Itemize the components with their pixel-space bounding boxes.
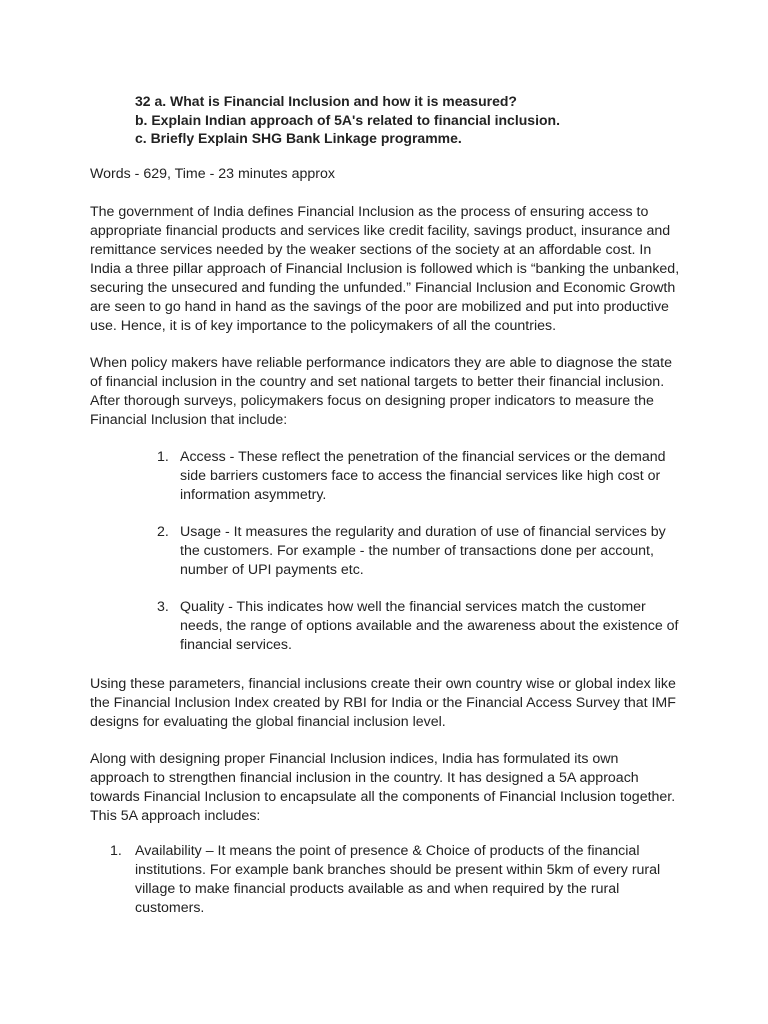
list-number: 3.	[157, 599, 169, 615]
list-item	[157, 448, 680, 505]
list-text: Quality - This indicates how well the financial services match the customer needs, the range of options available and the awareness about the existence of financial services.	[180, 599, 679, 653]
word-count-meta: Words - 629, Time - 23 minutes approx	[90, 166, 335, 182]
list-item	[157, 523, 680, 580]
paragraph-indicators-intro: When policy makers have reliable performance indicators they are able to diagnose the state of financial inclusion in the country and set national targets to better their financial inclusion. After thorough surveys, policymakers focus on designing proper indicators to measure the Financial Inclusion that include:	[90, 355, 673, 428]
paragraph-5a-intro: Along with designing proper Financial Inclusion indices, India has formulated its own approach to strengthen financial inclusion in the country. It has designed a 5A approach towards Financial Inclusion to encapsulate all the components of Financial Inclusion together. This 5A approach includes:	[90, 751, 676, 824]
list-text: Usage - It measures the regularity and duration of use of financial services by the customers. For example - the number of transactions done per account, number of UPI payments etc.	[180, 524, 666, 578]
question-a: 32 a. What is Financial Inclusion and how it is measured?	[135, 93, 517, 109]
list-text: Access - These reflect the penetration of the financial services or the demand side barriers customers face to access the financial services like high cost or information asymmetry.	[180, 449, 666, 503]
question-c: c. Briefly Explain SHG Bank Linkage programme.	[135, 130, 462, 146]
list-item	[110, 842, 675, 918]
question-b: b. Explain Indian approach of 5A's related to financial inclusion.	[135, 111, 560, 128]
paragraph-definition: The government of India defines Financial Inclusion as the process of ensuring access to appropriate financial products and services like credit facility, savings product, insurance and remittance services needed by the weaker sections of the society at an affordable cost. In India a three pillar approach of Financial Inclusion is followed which is “banking the unbanked, securing the unsecured and funding the unfunded.” Financial Inclusion and Economic Growth are seen to go hand in hand as the savings of the poor are mobilized and put into productive use. Hence, it is of key importance to the policymakers of all the countries.	[90, 204, 680, 334]
question-heading	[135, 92, 735, 148]
list-number: 1.	[157, 449, 169, 465]
list-item	[157, 598, 680, 655]
five-a-list	[110, 842, 675, 918]
list-number: 2.	[157, 524, 169, 540]
indicator-list	[157, 448, 680, 673]
paragraph-parameters: Using these parameters, financial inclusions create their own country wise or global index like the Financial Inclusion Index created by RBI for India or the Financial Access Survey that IMF designs for evaluating the global financial inclusion level.	[90, 676, 676, 730]
list-text: Availability – It means the point of presence & Choice of products of the financial institutions. For example bank branches should be present within 5km of every rural village to make financial products available as and when required by the rural customers.	[135, 843, 661, 916]
list-number: 1.	[110, 843, 122, 859]
